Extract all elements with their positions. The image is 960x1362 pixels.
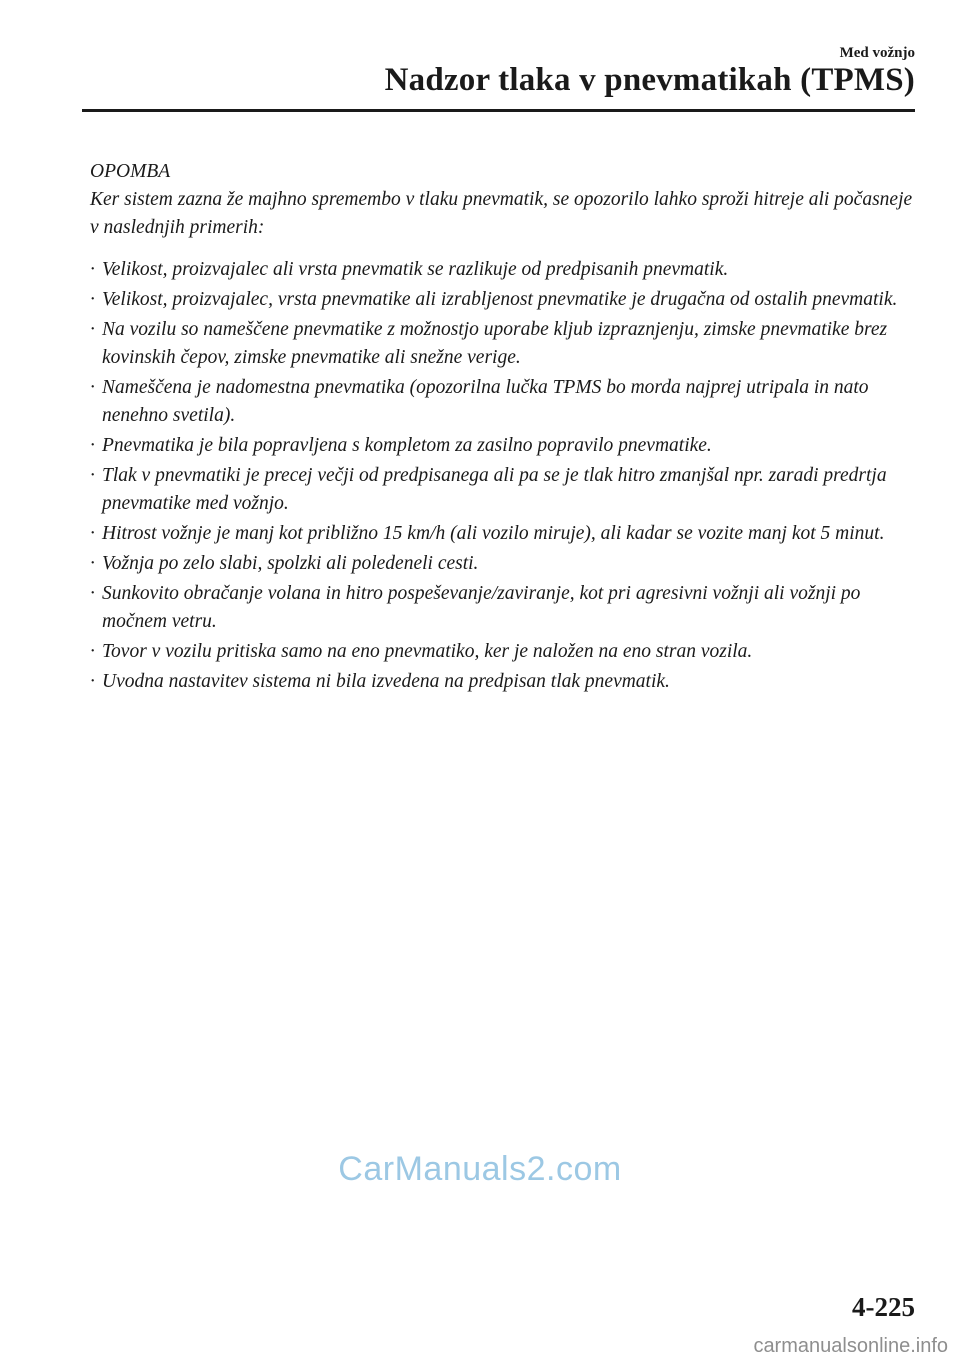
note-bullet-item	[90, 520, 920, 548]
note-bullet-item	[90, 550, 920, 578]
bullet-dot-icon: ·	[90, 435, 95, 456]
bullet-text: Pnevmatika je bila popravljena s kompletom za zasilno popravilo pnevmatike.	[102, 435, 712, 456]
bullet-dot-icon: ·	[90, 377, 95, 398]
bullet-dot-icon: ·	[90, 259, 95, 280]
bullet-dot-icon: ·	[90, 289, 95, 310]
bullet-text: Vožnja po zelo slabi, spolzki ali poledeneli cesti.	[102, 553, 479, 574]
bullet-dot-icon: ·	[90, 641, 95, 662]
watermark-url: carmanualsonline.info	[753, 1335, 948, 1357]
bullet-dot-icon: ·	[90, 553, 95, 574]
note-bullet-item	[90, 256, 920, 284]
page-title: Nadzor tlaka v pnevmatikah (TPMS)	[384, 62, 915, 98]
watermark-logo: CarManuals2.com	[338, 1150, 622, 1188]
bullet-text: Tlak v pnevmatiki je precej večji od predpisanega ali pa se je tlak hitro zmanjšal npr. zaradi predrtja pnevmatike med vožnjo.	[102, 465, 887, 514]
title-divider	[82, 109, 915, 112]
section-label: Med vožnjo	[839, 45, 915, 61]
bullet-text: Hitrost vožnje je manj kot približno 15 km/h (ali vozilo miruje), ali kadar se vozite manj kot 5 minut.	[102, 523, 885, 544]
bullet-dot-icon: ·	[90, 465, 95, 486]
bullet-dot-icon: ·	[90, 583, 95, 604]
note-bullet-item	[90, 432, 920, 460]
bullet-dot-icon: ·	[90, 319, 95, 340]
bullet-dot-icon: ·	[90, 671, 95, 692]
note-bullet-list	[90, 256, 920, 696]
note-block	[90, 158, 920, 698]
note-bullet-item	[90, 638, 920, 666]
bullet-text: Velikost, proizvajalec, vrsta pnevmatike ali izrabljenost pnevmatike je drugačna od ostalih pnevmatik.	[102, 289, 898, 310]
note-bullet-item	[90, 462, 920, 518]
note-bullet-item	[90, 316, 920, 372]
bullet-text: Tovor v vozilu pritiska samo na eno pnevmatiko, ker je naložen na eno stran vozila.	[102, 641, 753, 662]
note-bullet-item	[90, 668, 920, 696]
bullet-text: Sunkovito obračanje volana in hitro pospeševanje/zaviranje, kot pri agresivni vožnji ali vožnji po močnem vetru.	[102, 583, 861, 632]
bullet-dot-icon: ·	[90, 523, 95, 544]
bullet-text: Nameščena je nadomestna pnevmatika (opozorilna lučka TPMS bo morda najprej utripala in nato nenehno svetila).	[102, 377, 869, 426]
bullet-text: Velikost, proizvajalec ali vrsta pnevmatik se razlikuje od predpisanih pnevmatik.	[102, 259, 729, 280]
bullet-text: Na vozilu so nameščene pnevmatike z možnostjo uporabe kljub izpraznjenju, zimske pnevmatike brez kovinskih čepov, zimske pnevmatike ali snežne verige.	[102, 319, 888, 368]
note-intro: Ker sistem zazna že majhno spremembo v tlaku pnevmatik, se opozorilo lahko sproži hitreje ali počasneje v naslednjih primerih:	[90, 189, 913, 238]
note-bullet-item	[90, 374, 920, 430]
bullet-text: Uvodna nastavitev sistema ni bila izvedena na predpisan tlak pnevmatik.	[102, 671, 670, 692]
note-heading: OPOMBA	[90, 161, 171, 182]
note-bullet-item	[90, 286, 920, 314]
page-number: 4-225	[852, 1292, 915, 1322]
note-bullet-item	[90, 580, 920, 636]
